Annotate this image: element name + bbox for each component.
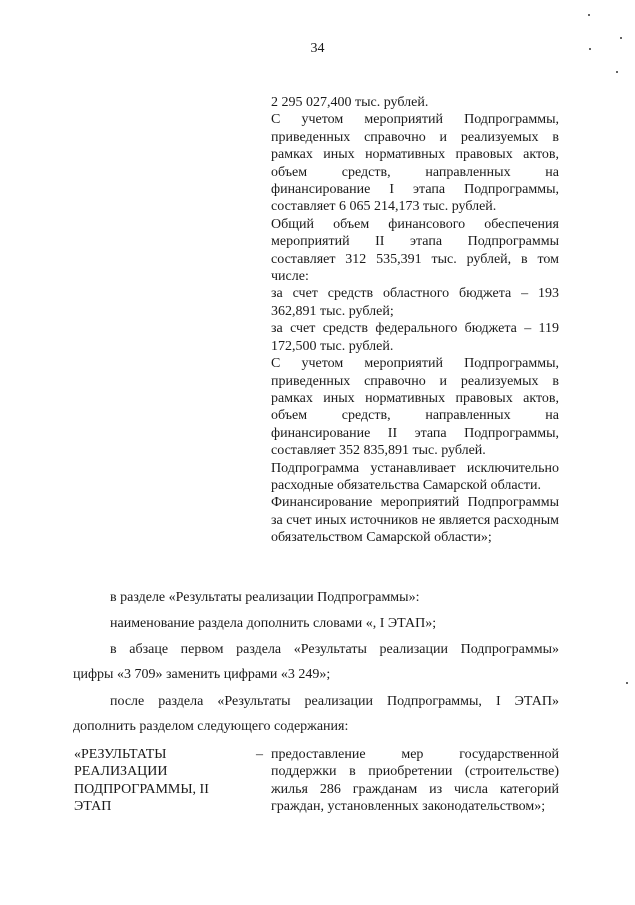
paragraph: Подпрограмма устанавливает исключительно расходные обязательства Самарской области.: [271, 460, 559, 493]
body-line: наименование раздела дополнить словами «, I ЭТАП»;: [110, 616, 437, 631]
scan-speck: [616, 71, 618, 73]
scan-speck: [620, 37, 622, 39]
paragraph: С учетом мероприятий Подпрограммы, приведенных справочно и реализуемых в рамках иных нормативных правовых актов, объем средств, направленных на финансирование I этапа Подпрограммы, составляет 6 065 214,173 тыс. рублей.: [271, 112, 559, 215]
paragraph: за счет средств федерального бюджета – 119 172,500 тыс. рублей.: [271, 321, 559, 354]
body-line: дополнить разделом следующего содержания:: [73, 719, 349, 734]
body-line: после раздела «Результаты реализации Подпрограммы, I ЭТАП»: [110, 694, 559, 709]
body-line: цифры «3 709» заменить цифрами «3 249»;: [73, 667, 331, 682]
scan-speck: [626, 682, 628, 684]
page-number: 34: [310, 41, 325, 56]
dash: –: [256, 747, 263, 762]
scan-speck: [589, 48, 591, 50]
paragraph: Общий объем финансового обеспечения мероприятий II этапа Подпрограммы составляет 312 535,391 тыс. рублей, в том числе:: [271, 216, 559, 285]
paragraph: за счет средств областного бюджета – 193 362,891 тыс. рублей;: [271, 286, 559, 319]
body-line: в разделе «Результаты реализации Подпрограммы»:: [110, 590, 420, 605]
paragraph: Финансирование мероприятий Подпрограммы за счет иных источников не является расходным обязательством Самарской области»;: [271, 495, 559, 546]
section-text: предоставление мер государственной поддержки в приобретении (строительстве) жилья 286 гражданам из числа категорий граждан, установленных законодательством»;: [271, 747, 559, 815]
text-column: [271, 94, 559, 547]
scan-speck: [588, 14, 590, 16]
paragraph: С учетом мероприятий Подпрограммы, приведенных справочно и реализуемых в рамках иных нормативных правовых актов, объем средств, направленных на финансирование II этапа Подпрограммы, составляет 352 835,891 тыс. рублей.: [271, 356, 559, 459]
body-line: в абзаце первом раздела «Результаты реализации Подпрограммы»: [110, 642, 559, 657]
section-title: «РЕЗУЛЬТАТЫ РЕАЛИЗАЦИИ ПОДПРОГРАММЫ, II ЭТАП: [74, 747, 209, 815]
paragraph: 2 295 027,400 тыс. рублей.: [271, 95, 429, 110]
